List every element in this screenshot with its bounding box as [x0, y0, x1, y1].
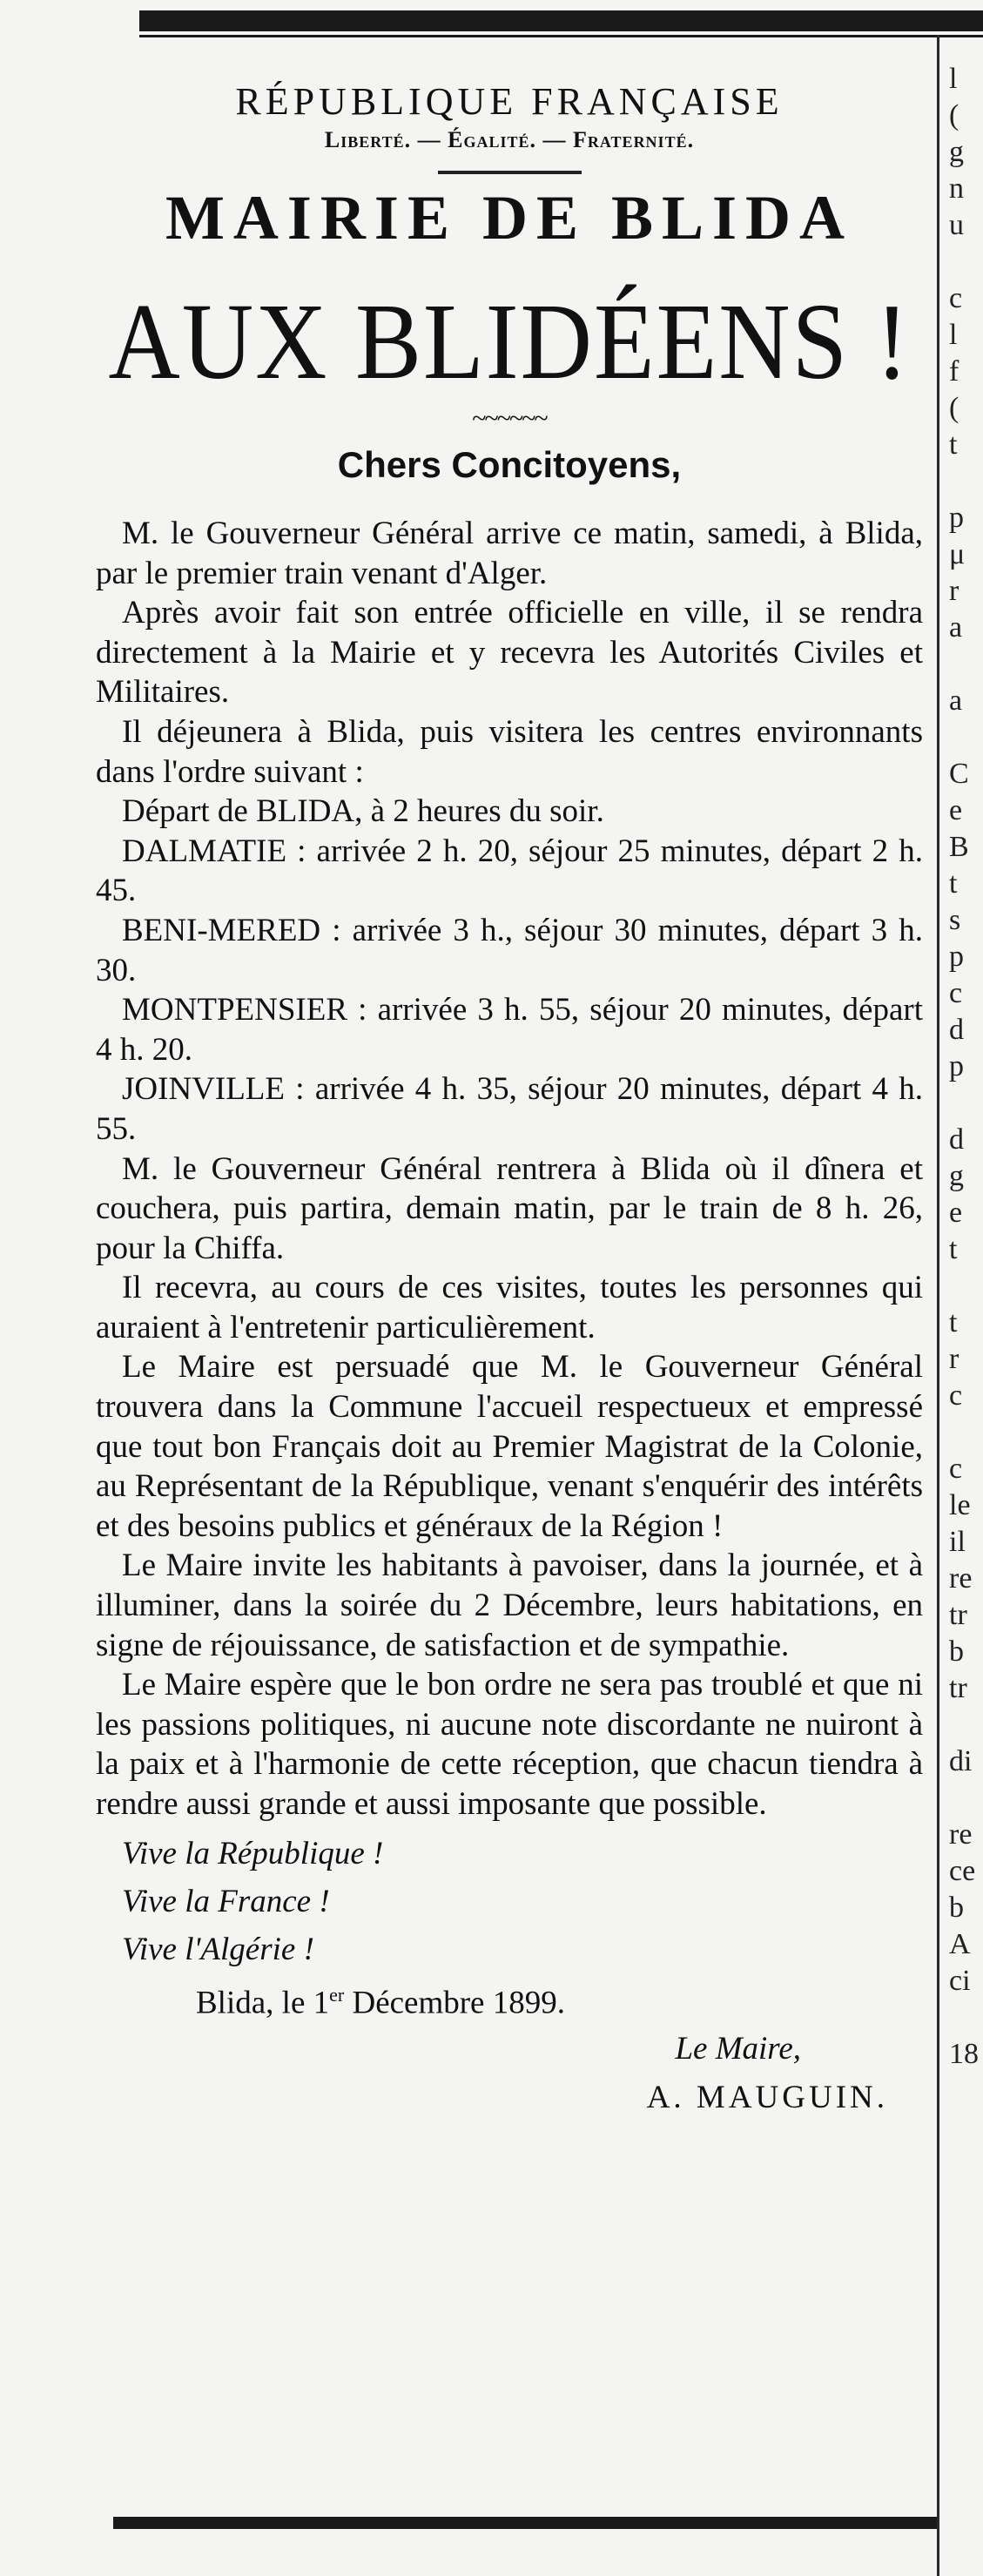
header-divider: [438, 171, 582, 174]
paragraph: Il déjeunera à Blida, puis visitera les centres environnants dans l'ordre suivant :: [96, 713, 923, 790]
salutation: Chers Concitoyens,: [337, 444, 682, 485]
itinerary-line: DALMATIE : arrivée 2 h. 20, séjour 25 minutes, départ 2 h. 45.: [96, 833, 923, 909]
dateline: [96, 1973, 923, 2025]
signature-block: [96, 2025, 923, 2122]
top-border-rule: [139, 10, 983, 31]
viva-line: Vive la France !: [122, 1883, 330, 1919]
bottom-border-rule: [113, 2517, 937, 2529]
date-suffix: Décembre 1899.: [344, 1984, 565, 2020]
republic-heading: RÉPUBLIQUE FRANÇAISE: [235, 80, 784, 123]
date-prefix: Blida, le 1: [196, 1984, 330, 2020]
paragraph: Le Maire est persuadé que M. le Gouverneur Général trouvera dans la Commune l'accueil respectueux et empressé que tout bon Français doit au Premier Magistrat de la Colonie, au Représentant de la République, venant s'enquérir des intérêts et des besoins publics et généraux de la Région !: [96, 1349, 923, 1544]
top-border-thin-rule: [139, 35, 983, 37]
paragraph: Il recevra, au cours de ces visites, toutes les personnes qui auraient à l'entretenir particulièrement.: [96, 1270, 923, 1345]
notice-title: AUX BLIDÉENS !: [108, 280, 911, 402]
signature-name: A. MAUGUIN.: [646, 2079, 888, 2115]
signature-role: Le Maire,: [675, 2030, 801, 2067]
republic-motto: Liberté. — Égalité. — Fraternité.: [324, 127, 695, 152]
itinerary-line: MONTPENSIER : arrivée 3 h. 55, séjour 20 minutes, départ 4 h. 20.: [96, 992, 923, 1068]
column-divider: [937, 35, 939, 2576]
paragraph: M. le Gouverneur Général arrive ce matin, samedi, à Blida, par le premier train venant d'Alger.: [96, 516, 923, 591]
paragraph: Après avoir fait son entrée officielle en ville, il se rendra directement à la Mairie et y recevra les Autorités Civiles et Militaires.: [96, 595, 923, 711]
vivas-block: [96, 1830, 923, 1973]
paragraph: M. le Gouverneur Général rentrera à Blida où il dînera et couchera, puis partira, demain matin, par le train de 8 h. 26, pour la Chiffa.: [96, 1150, 923, 1266]
paragraph: Le Maire espère que le bon ordre ne sera pas troublé et que ni les passions politiques, ni aucune note discordante ne nuiront à la paix et à l'harmonie de cette réception, que chacun tiendra à rendre aussi grande et aussi imposante que possible.: [96, 1667, 923, 1822]
notice-body: [96, 514, 923, 1824]
adjacent-column-fragment: l ( g n u c l f ( t p μ r a a C e B t s p c d p d g e t t r c c le il re tr b tr di re ce b A ci 18: [949, 63, 979, 2070]
ornament-divider: ~~~~~~: [472, 404, 547, 433]
paragraph: Le Maire invite les habitants à pavoiser, dans la journée, et à illuminer, dans la soirée du 2 Décembre, leurs habitations, en signe de réjouissance, de satisfaction et de sympathie.: [96, 1548, 923, 1663]
viva-line: Vive l'Algérie !: [122, 1931, 314, 1967]
viva-line: Vive la République !: [122, 1835, 384, 1871]
date-superscript: er: [329, 1983, 345, 2006]
mairie-heading: MAIRIE DE BLIDA: [165, 183, 854, 253]
itinerary-line: JOINVILLE : arrivée 4 h. 35, séjour 20 minutes, départ 4 h. 55.: [96, 1071, 923, 1147]
itinerary-line: BENI-MERED : arrivée 3 h., séjour 30 minutes, départ 3 h. 30.: [96, 912, 923, 988]
itinerary-line: Départ de BLIDA, à 2 heures du soir.: [122, 793, 604, 830]
municipal-notice: [96, 44, 923, 2560]
